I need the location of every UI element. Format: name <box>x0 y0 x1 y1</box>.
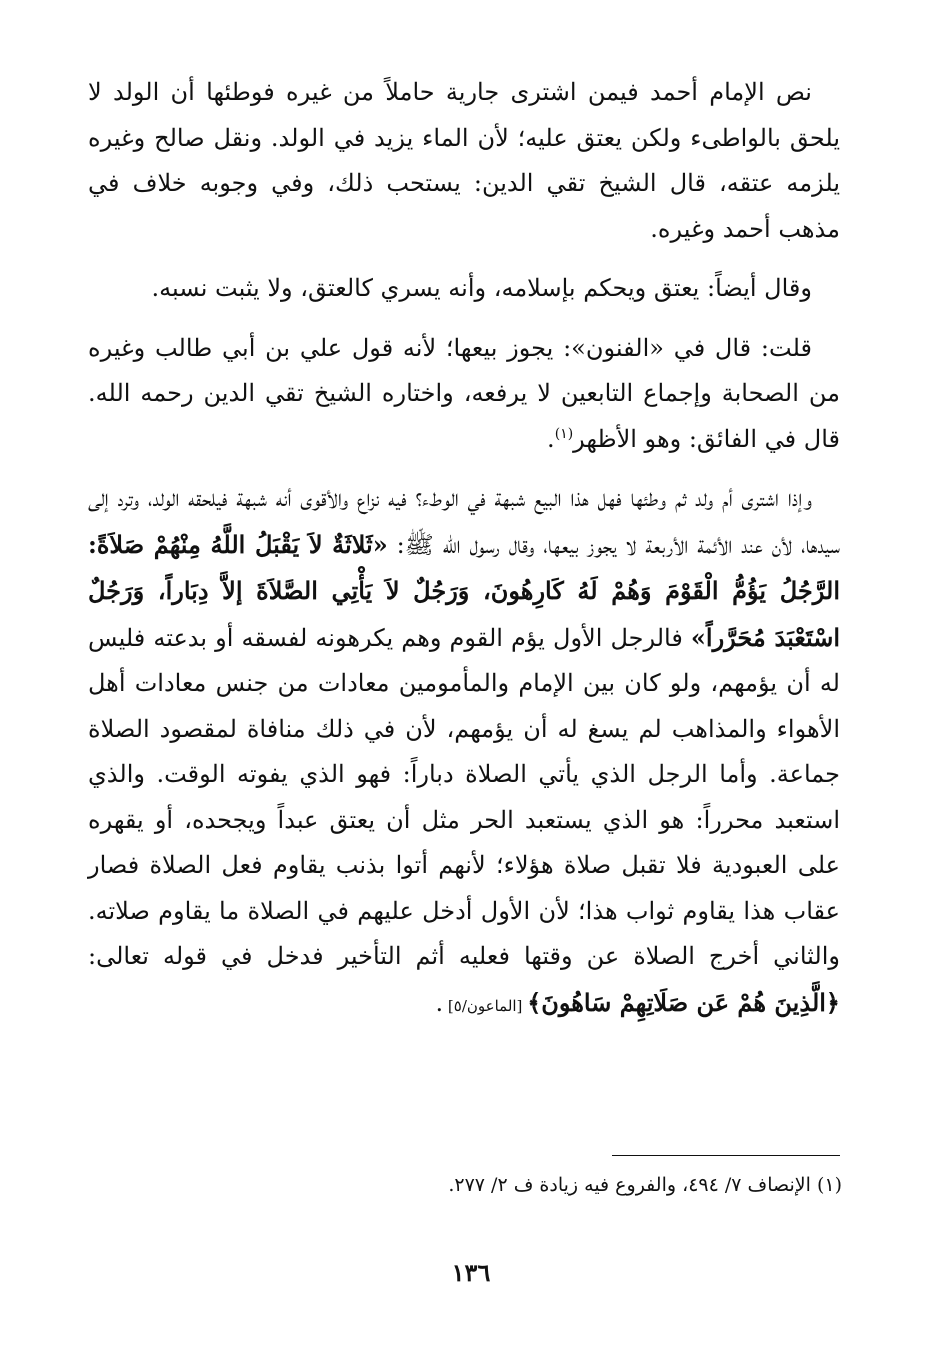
hadith-quote: «ثَلاثَةٌ لاَ يَقْبَلُ اللَّهُ مِنْهُمْ صَلاَةً: الرَّجُلُ يَؤُمُّ الْقَوْمَ وَهُمْ لَهُ كَارِهُونَ، وَرَجُلٌ لاَ يَأْتِي الصَّلاَةَ إلاَّ دِبَاراً، وَرَجُلٌ اسْتَعْبَدَ مُحَرَّراً» <box>88 529 840 652</box>
footnote-marker[interactable]: (١) <box>554 425 574 442</box>
quran-verse: ﴿الَّذِينَ هُمْ عَن صَلَاتِهِمْ سَاهُونَ﴾ <box>527 987 840 1017</box>
paragraph-3-end: . <box>547 424 555 453</box>
footnote: (١) الإنصاف ٧/ ٤٩٤، والفروع فيه زيادة ف ٢/ ٢٧٧. <box>448 1174 842 1196</box>
quran-reference: [الماعون/٥] <box>443 996 528 1015</box>
page-number: ١٣٦ <box>451 1258 491 1287</box>
paragraph-3 <box>88 326 840 463</box>
footnote-divider <box>612 1155 840 1156</box>
paragraph-4 <box>88 476 840 1029</box>
paragraph-4-end: . <box>435 988 444 1017</box>
paragraph-1: نص الإمام أحمد فيمن اشترى جارية حاملاً من غيره فوطئها أن الولد لا يلحق بالواطىء ولكن يعتق عليه؛ لأن الماء يزيد في الولد. ونقل صالح وغيره يلزمه عتقه، قال الشيخ تقي الدين: يستحب ذلك، وفي وجوبه خلاف في مذهب أحمد وغيره. <box>88 78 841 243</box>
page-body <box>88 70 840 1029</box>
paragraph-3-text: قلت: قال في «الفنون»: يجوز بيعها؛ لأنه قول علي بن أبي طالب وغيره من الصحابة وإجماع التابعين لا يرفعه، واختاره الشيخ تقي الدين رحمه الله. قال في الفائق: وهو الأظهر <box>88 333 840 453</box>
paragraph-2: وقال أيضاً: يعتق ويحكم بإسلامه، وأنه يسري كالعتق، ولا يثبت نسبه. <box>151 274 812 302</box>
paragraph-4-commentary: فالرجل الأول يؤم القوم وهم يكرهونه لفسقه أو بدعته فليس له أن يؤمهم، ولو كان بين الإمام والمأمومين معادات من جنس معادات أهل الأهواء والمذاهب لم يسغ له أن يؤمهم، لأن في ذلك منافاة لمقصود الصلاة جماعة. وأما الرجل الذي يأتي الصلاة دباراً: فهو الذي يفوته الوقت. والذي استعبد محرراً: هو الذي يستعبد الحر مثل أن يعتق عبداً ويجحده، أو يقهره على العبودية فلا تقبل صلاة هؤلاء؛ لأنهم أتوا بذنب يقاوم فعل الصلاة فصار عقاب هذا يقاوم ثواب هذا؛ لأن الأول أدخل عليهم في الصلاة ما يقاوم صلاته. والثاني أخرج الصلاة عن وقتها فعليه أثم التأخير فدخل في قوله تعالى: <box>88 623 840 970</box>
paragraph-4-intro: وإذا اشترى أم ولد ثم وطئها فهل هذا البيع شبهة في الوطء؟ فيه نزاع والأقوى أنه شبهة فيلحقه الولد، وترد إلى سيدها، لأن عند الأئمة الأربعة لا يجوز بيعها، وقال رسول الله ﷺ: <box>88 484 841 559</box>
